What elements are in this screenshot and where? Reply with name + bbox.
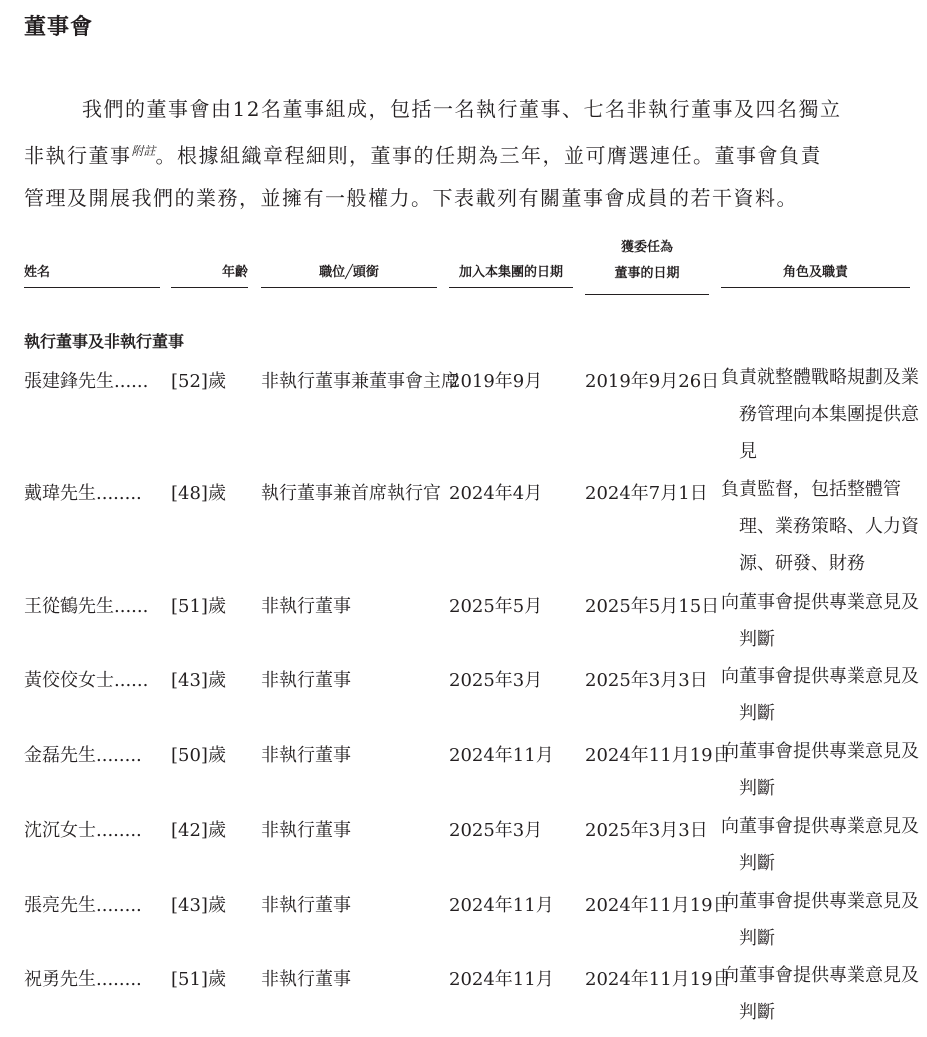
director-role-line: 向董事會提供專業意見及 bbox=[721, 816, 919, 837]
director-name: 黃佼佼女士...... bbox=[24, 670, 149, 691]
director-position: 非執行董事 bbox=[261, 969, 351, 990]
director-role-line: 務管理向本集團提供意 bbox=[739, 404, 919, 425]
director-role-line: 向董事會提供專業意見及 bbox=[721, 666, 919, 687]
director-name: 王從鶴先生...... bbox=[24, 596, 149, 617]
director-appointment-date: 2025年3月3日 bbox=[585, 670, 708, 691]
intro-line-2 bbox=[24, 130, 912, 177]
header-age bbox=[171, 261, 248, 288]
director-role bbox=[721, 957, 919, 1031]
director-join-date: 2025年3月 bbox=[449, 820, 543, 841]
header-appointment-line1: 獲委任為 bbox=[620, 240, 673, 255]
intro-line-2b: 。根據組織章程細則，董事的任期為三年，並可膺選連任。董事會負責 bbox=[155, 143, 823, 168]
director-role-line: 判斷 bbox=[739, 778, 775, 799]
director-role bbox=[721, 584, 919, 658]
director-join-date: 2025年5月 bbox=[449, 596, 543, 617]
director-role-line: 向董事會提供專業意見及 bbox=[721, 592, 919, 613]
header-name bbox=[24, 261, 160, 288]
header-role bbox=[721, 261, 910, 288]
director-role-line: 向董事會提供專業意見及 bbox=[721, 891, 919, 912]
director-appointment-date: 2025年3月3日 bbox=[585, 820, 708, 841]
director-join-date: 2024年11月 bbox=[449, 895, 554, 916]
director-appointment-date: 2024年11月19日 bbox=[585, 895, 731, 916]
director-role-line: 判斷 bbox=[739, 1002, 775, 1023]
director-name: 沈沉女士........ bbox=[24, 820, 142, 841]
director-role-line: 判斷 bbox=[739, 853, 775, 874]
director-age: [51]歲 bbox=[171, 969, 226, 990]
intro-line-1: 我們的董事會由12名董事組成，包括一名執行董事、七名非執行董事及四名獨立 bbox=[82, 97, 842, 121]
director-appointment-date: 2024年11月19日 bbox=[585, 969, 731, 990]
director-role bbox=[721, 359, 919, 470]
page-title: 董事會 bbox=[24, 15, 94, 40]
director-role-line: 判斷 bbox=[739, 928, 775, 949]
director-role bbox=[721, 808, 919, 882]
director-age: [43]歲 bbox=[171, 895, 226, 916]
director-position: 非執行董事 bbox=[261, 820, 351, 841]
director-role-line: 向董事會提供專業意見及 bbox=[721, 741, 919, 762]
header-join-date-label: 加入本集團的日期 bbox=[458, 265, 563, 280]
director-role-line: 源、研發、財務 bbox=[739, 553, 865, 574]
director-role-line: 理、業務策略、人力資 bbox=[739, 516, 919, 537]
section-title: 執行董事及非執行董事 bbox=[24, 332, 185, 351]
director-name: 張亮先生........ bbox=[24, 895, 142, 916]
header-position bbox=[261, 261, 437, 288]
director-role-line: 負責監督，包括整體管 bbox=[721, 479, 901, 500]
header-join-date bbox=[449, 261, 573, 288]
director-name: 祝勇先生........ bbox=[24, 969, 142, 990]
director-role-line: 判斷 bbox=[739, 703, 775, 724]
intro-line-2a: 非執行董事 bbox=[24, 143, 132, 168]
director-role-line: 負責就整體戰略規劃及業 bbox=[721, 367, 919, 388]
header-role-label: 角色及職責 bbox=[782, 265, 848, 280]
director-role-line: 向董事會提供專業意見及 bbox=[721, 965, 919, 986]
header-appointment-date bbox=[585, 235, 709, 295]
director-role-line: 判斷 bbox=[739, 629, 775, 650]
director-role bbox=[721, 733, 919, 807]
director-appointment-date: 2019年9月26日 bbox=[585, 371, 720, 392]
header-appointment-line2: 董事的日期 bbox=[614, 266, 680, 281]
director-join-date: 2024年11月 bbox=[449, 969, 554, 990]
director-appointment-date: 2024年7月1日 bbox=[585, 483, 708, 504]
director-role bbox=[721, 471, 919, 582]
footnote-marker: 附註 bbox=[131, 144, 156, 158]
director-position: 非執行董事 bbox=[261, 745, 351, 766]
director-position: 非執行董事 bbox=[261, 670, 351, 691]
director-position: 執行董事兼首席執行官 bbox=[261, 483, 441, 504]
intro-line-3: 管理及開展我們的業務，並擁有一般權力。下表載列有關董事會成員的若干資料。 bbox=[24, 185, 798, 210]
director-age: [43]歲 bbox=[171, 670, 226, 691]
director-position: 非執行董事 bbox=[261, 596, 351, 617]
director-age: [51]歲 bbox=[171, 596, 226, 617]
director-name: 張建鋒先生...... bbox=[24, 371, 149, 392]
director-age: [52]歲 bbox=[171, 371, 226, 392]
header-name-label: 姓名 bbox=[24, 265, 51, 280]
director-join-date: 2024年11月 bbox=[449, 745, 554, 766]
director-name: 金磊先生........ bbox=[24, 745, 142, 766]
director-age: [50]歲 bbox=[171, 745, 226, 766]
director-position: 非執行董事兼董事會主席 bbox=[261, 371, 459, 392]
director-role bbox=[721, 658, 919, 732]
director-age: [42]歲 bbox=[171, 820, 226, 841]
director-position: 非執行董事 bbox=[261, 895, 351, 916]
intro-paragraph bbox=[24, 88, 912, 219]
director-join-date: 2019年9月 bbox=[449, 371, 543, 392]
director-name: 戴瑋先生........ bbox=[24, 483, 142, 504]
header-age-label: 年齡 bbox=[221, 265, 248, 280]
header-position-label: 職位╱頭銜 bbox=[319, 265, 379, 280]
director-join-date: 2025年3月 bbox=[449, 670, 543, 691]
director-appointment-date: 2024年11月19日 bbox=[585, 745, 731, 766]
director-join-date: 2024年4月 bbox=[449, 483, 543, 504]
director-appointment-date: 2025年5月15日 bbox=[585, 596, 720, 617]
director-age: [48]歲 bbox=[171, 483, 226, 504]
director-role bbox=[721, 883, 919, 957]
director-role-line: 見 bbox=[739, 441, 757, 462]
